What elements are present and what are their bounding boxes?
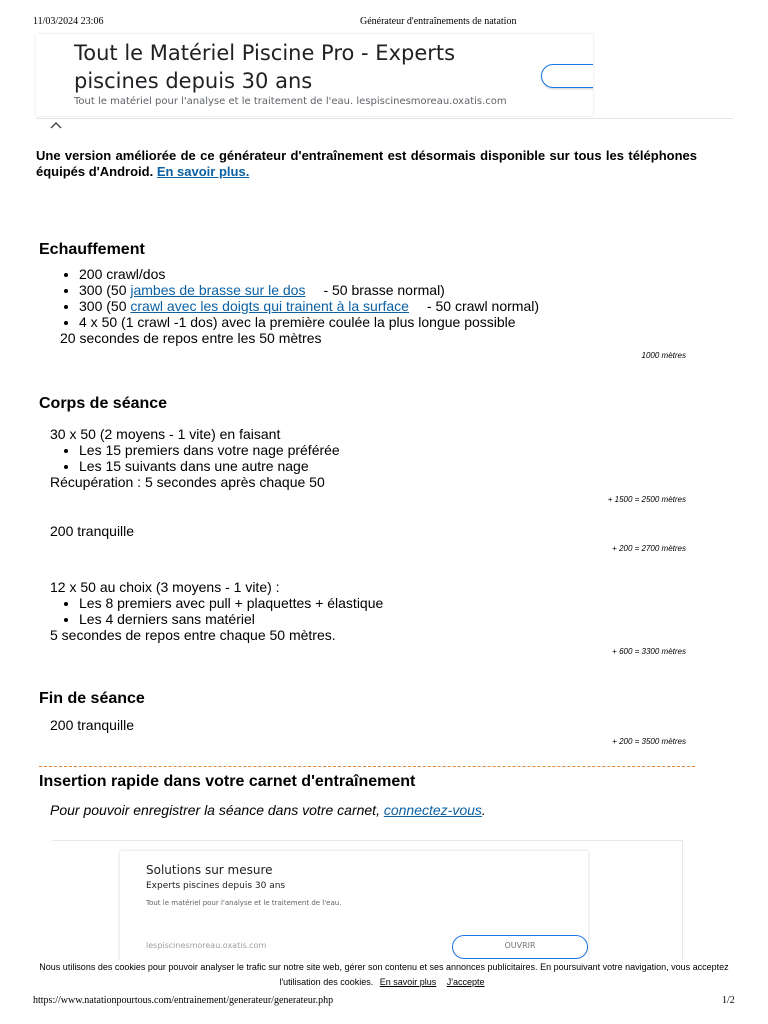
ad-subtitle: Experts piscines depuis 30 ans — [146, 881, 286, 891]
print-page-title: Générateur d'entraînements de natation — [360, 16, 517, 27]
chevron-up-icon[interactable] — [50, 119, 62, 133]
set3-rest: 5 secondes de repos entre chaque 50 mètres. — [50, 627, 336, 643]
print-page-number: 1/2 — [722, 995, 735, 1006]
cooldown-text: 200 tranquille — [50, 717, 135, 733]
set1-title: 30 x 50 (2 moyens - 1 vite) en faisant — [50, 426, 281, 442]
list-item: • 300 (50 jambes de brasse sur le dos - 50 brasse normal) — [79, 282, 539, 298]
cooldown-total: + 200 = 3500 mètres — [612, 737, 686, 746]
drill-link-fingertip-drag[interactable]: crawl avec les doigts qui trainent à la surface — [130, 298, 409, 314]
ad-card[interactable] — [120, 851, 588, 966]
section-divider — [39, 766, 695, 767]
ad-open-button[interactable] — [541, 64, 593, 88]
warmup-list — [39, 266, 539, 330]
set2-total: + 200 = 2700 mètres — [612, 544, 686, 553]
list-item: • Les 8 premiers avec pull + plaquettes + élastique — [79, 595, 383, 611]
android-notice — [36, 148, 697, 180]
list-item: • 4 x 50 (1 crawl -1 dos) avec la première coulée la plus longue possible — [79, 314, 539, 330]
warmup-rest: 20 secondes de repos entre les 50 mètres — [60, 330, 322, 346]
ad-description: Tout le matériel pour l'analyse et le traitement de l'eau. lespiscinesmoreau.oxatis.com — [74, 96, 507, 107]
cookie-accept-link[interactable]: J'accepte — [446, 977, 485, 987]
set3-title: 12 x 50 au choix (3 moyens - 1 vite) : — [50, 579, 280, 595]
set2-text: 200 tranquille — [50, 523, 135, 539]
cookie-banner — [30, 960, 738, 990]
warmup-heading: Echauffement — [39, 241, 145, 258]
notice-text: Une version améliorée de ce générateur d'entraînement est désormais disponible sur tous les téléphones équipés d'Android. — [36, 148, 697, 179]
ad-description: Tout le matériel pour l'analyse et le traitement de l'eau. — [146, 899, 342, 907]
cooldown-heading: Fin de séance — [39, 690, 145, 707]
ad-divider — [36, 118, 733, 119]
list-item: • Les 15 premiers dans votre nage préférée — [79, 442, 340, 458]
set3-list — [39, 595, 383, 627]
main-heading: Corps de séance — [39, 395, 168, 412]
set1-list — [39, 442, 340, 474]
ad-domain: lespiscinesmoreau.oxatis.com — [146, 941, 267, 950]
cookie-text: Nous utilisons des cookies pour pouvoir analyser le trafic sur notre site web, gérer son contenu et ses annonces publicitaires. En poursuivant votre navigation, vous acceptez l'utilisation des cookies. — [39, 962, 729, 987]
logbook-heading: Insertion rapide dans votre carnet d'entraînement — [39, 773, 416, 790]
ad-title[interactable]: Solutions sur mesure — [146, 863, 273, 877]
bottom-ad-banner[interactable] — [52, 840, 683, 966]
drill-link-breaststroke-kick[interactable]: jambes de brasse sur le dos — [130, 282, 306, 298]
print-url: https://www.natationpourtous.com/entrainement/generateur/generateur.php — [33, 995, 334, 1006]
warmup-total: 1000 mètres — [641, 351, 686, 360]
login-link[interactable]: connectez-vous — [383, 802, 482, 818]
ad-open-button[interactable]: OUVRIR — [452, 935, 588, 959]
learn-more-link[interactable]: En savoir plus. — [156, 164, 250, 179]
set1-total: + 1500 = 2500 mètres — [607, 495, 686, 504]
list-item: • Les 15 suivants dans une autre nage — [79, 458, 340, 474]
list-item: • 200 crawl/dos — [79, 266, 539, 282]
list-item: • Les 4 derniers sans matériel — [79, 611, 383, 627]
ad-title[interactable]: Tout le Matériel Piscine Pro - Experts piscines depuis 30 ans — [74, 41, 456, 93]
top-ad-banner[interactable] — [36, 34, 593, 116]
list-item: • 300 (50 crawl avec les doigts qui trainent à la surface - 50 crawl normal) — [79, 298, 539, 314]
cookie-learn-more-link[interactable]: En savoir plus — [379, 977, 437, 987]
logbook-message: Pour pouvoir enregistrer la séance dans votre carnet, connectez-vous. — [50, 802, 486, 818]
set1-rest: Récupération : 5 secondes après chaque 50 — [50, 474, 325, 490]
print-datetime: 11/03/2024 23:06 — [33, 16, 104, 27]
set3-total: + 600 = 3300 mètres — [612, 647, 686, 656]
